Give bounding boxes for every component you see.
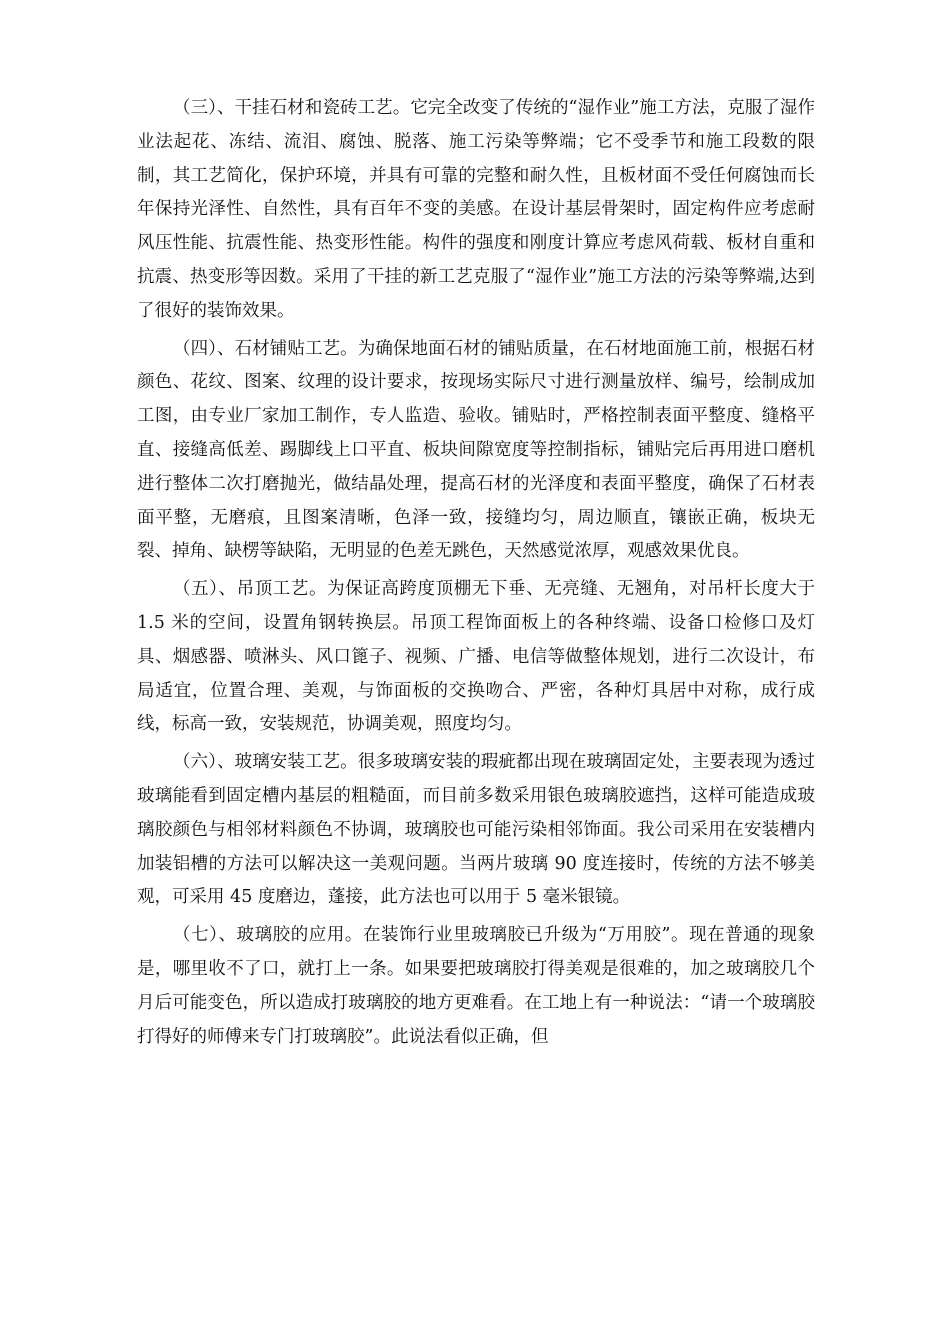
paragraph-stone-paving: （四）、石材铺贴工艺。为确保地面石材的铺贴质量，在石材地面施工前，根据石材颜色、花纹、图案、纹理的设计要求，按现场实际尺寸进行测量放样、编号，绘制成加工图，由专业厂家加工制作，专人监造、验收。铺贴时，严格控制表面平整度、缝格平直、接缝高低差、踢脚线上口平直、板块间隙宽度等控制指标，铺贴完后再用进口磨机进行整体二次打磨抛光，做结晶处理，提高石材的光泽度和表面平整度，确保了石材表面平整，无磨痕，且图案清晰，色泽一致，接缝均匀，周边顺直，镶嵌正确，板块无裂、掉角、缺楞等缺陷，无明显的色差无跳色，天然感觉浓厚，观感效果优良。 [137, 338, 815, 562]
paragraph-glass-glue: （七）、玻璃胶的应用。在装饰行业里玻璃胶已升级为“万用胶”。现在普通的现象是，哪里收不了口，就打上一条。如果要把玻璃胶打得美观是很难的，加之玻璃胶几个月后可能变色，所以造成打玻璃胶的地方更难看。在工地上有一种说法：“请一个玻璃胶打得好的师傅来专门打玻璃胶”。此说法看似正确，但 [137, 925, 815, 1047]
paragraph-glass-installation: （六）、玻璃安装工艺。很多玻璃安装的瑕疵都出现在玻璃固定处，主要表现为透过玻璃能看到固定槽内基层的粗糙面，而目前多数采用银色玻璃胶遮挡，这样可能造成玻璃胶颜色与相邻材料颜色不协调，玻璃胶也可能污染相邻饰面。我公司采用在安装槽内加装铝槽的方法可以解决这一美观问题。当两片玻璃 90 度连接时，传统的方法不够美观，可采用 45 度磨边，蓬接，此方法也可以用于 5 毫米银镜。 [137, 752, 815, 908]
paragraph-suspended-ceiling: （五）、吊顶工艺。为保证高跨度顶棚无下垂、无亮缝、无翘角，对吊杆长度大于 1.5 米的空间，设置角钢转换层。吊顶工程饰面板上的各种终端、设备口检修口及灯具、烟感器、喷淋头、风口篦子、视频、广播、电信等做整体规划，进行二次设计，布局适宜，位置合理、美观，与饰面板的交换吻合、严密，各种灯具居中对称，成行成线，标高一致，安装规范，协调美观，照度均匀。 [137, 579, 815, 735]
document-body [137, 92, 815, 1058]
paragraph-dry-hanging-stone: （三）、干挂石材和瓷砖工艺。它完全改变了传统的“湿作业”施工方法，克服了湿作业法起花、冻结、流泪、腐蚀、脱落、施工污染等弊端；它不受季节和施工段数的限制，其工艺简化，保护环境，并具有可靠的完整和耐久性，且板材面不受任何腐蚀而长年保持光泽性、自然性，具有百年不变的美感。在设计基层骨架时，固定构件应考虑耐风压性能、抗震性能、热变形性能。构件的强度和刚度计算应考虑风荷载、板材自重和抗震、热变形等因数。采用了干挂的新工艺克服了“湿作业”施工方法的污染等弊端,达到了很好的装饰效果。 [137, 98, 815, 321]
